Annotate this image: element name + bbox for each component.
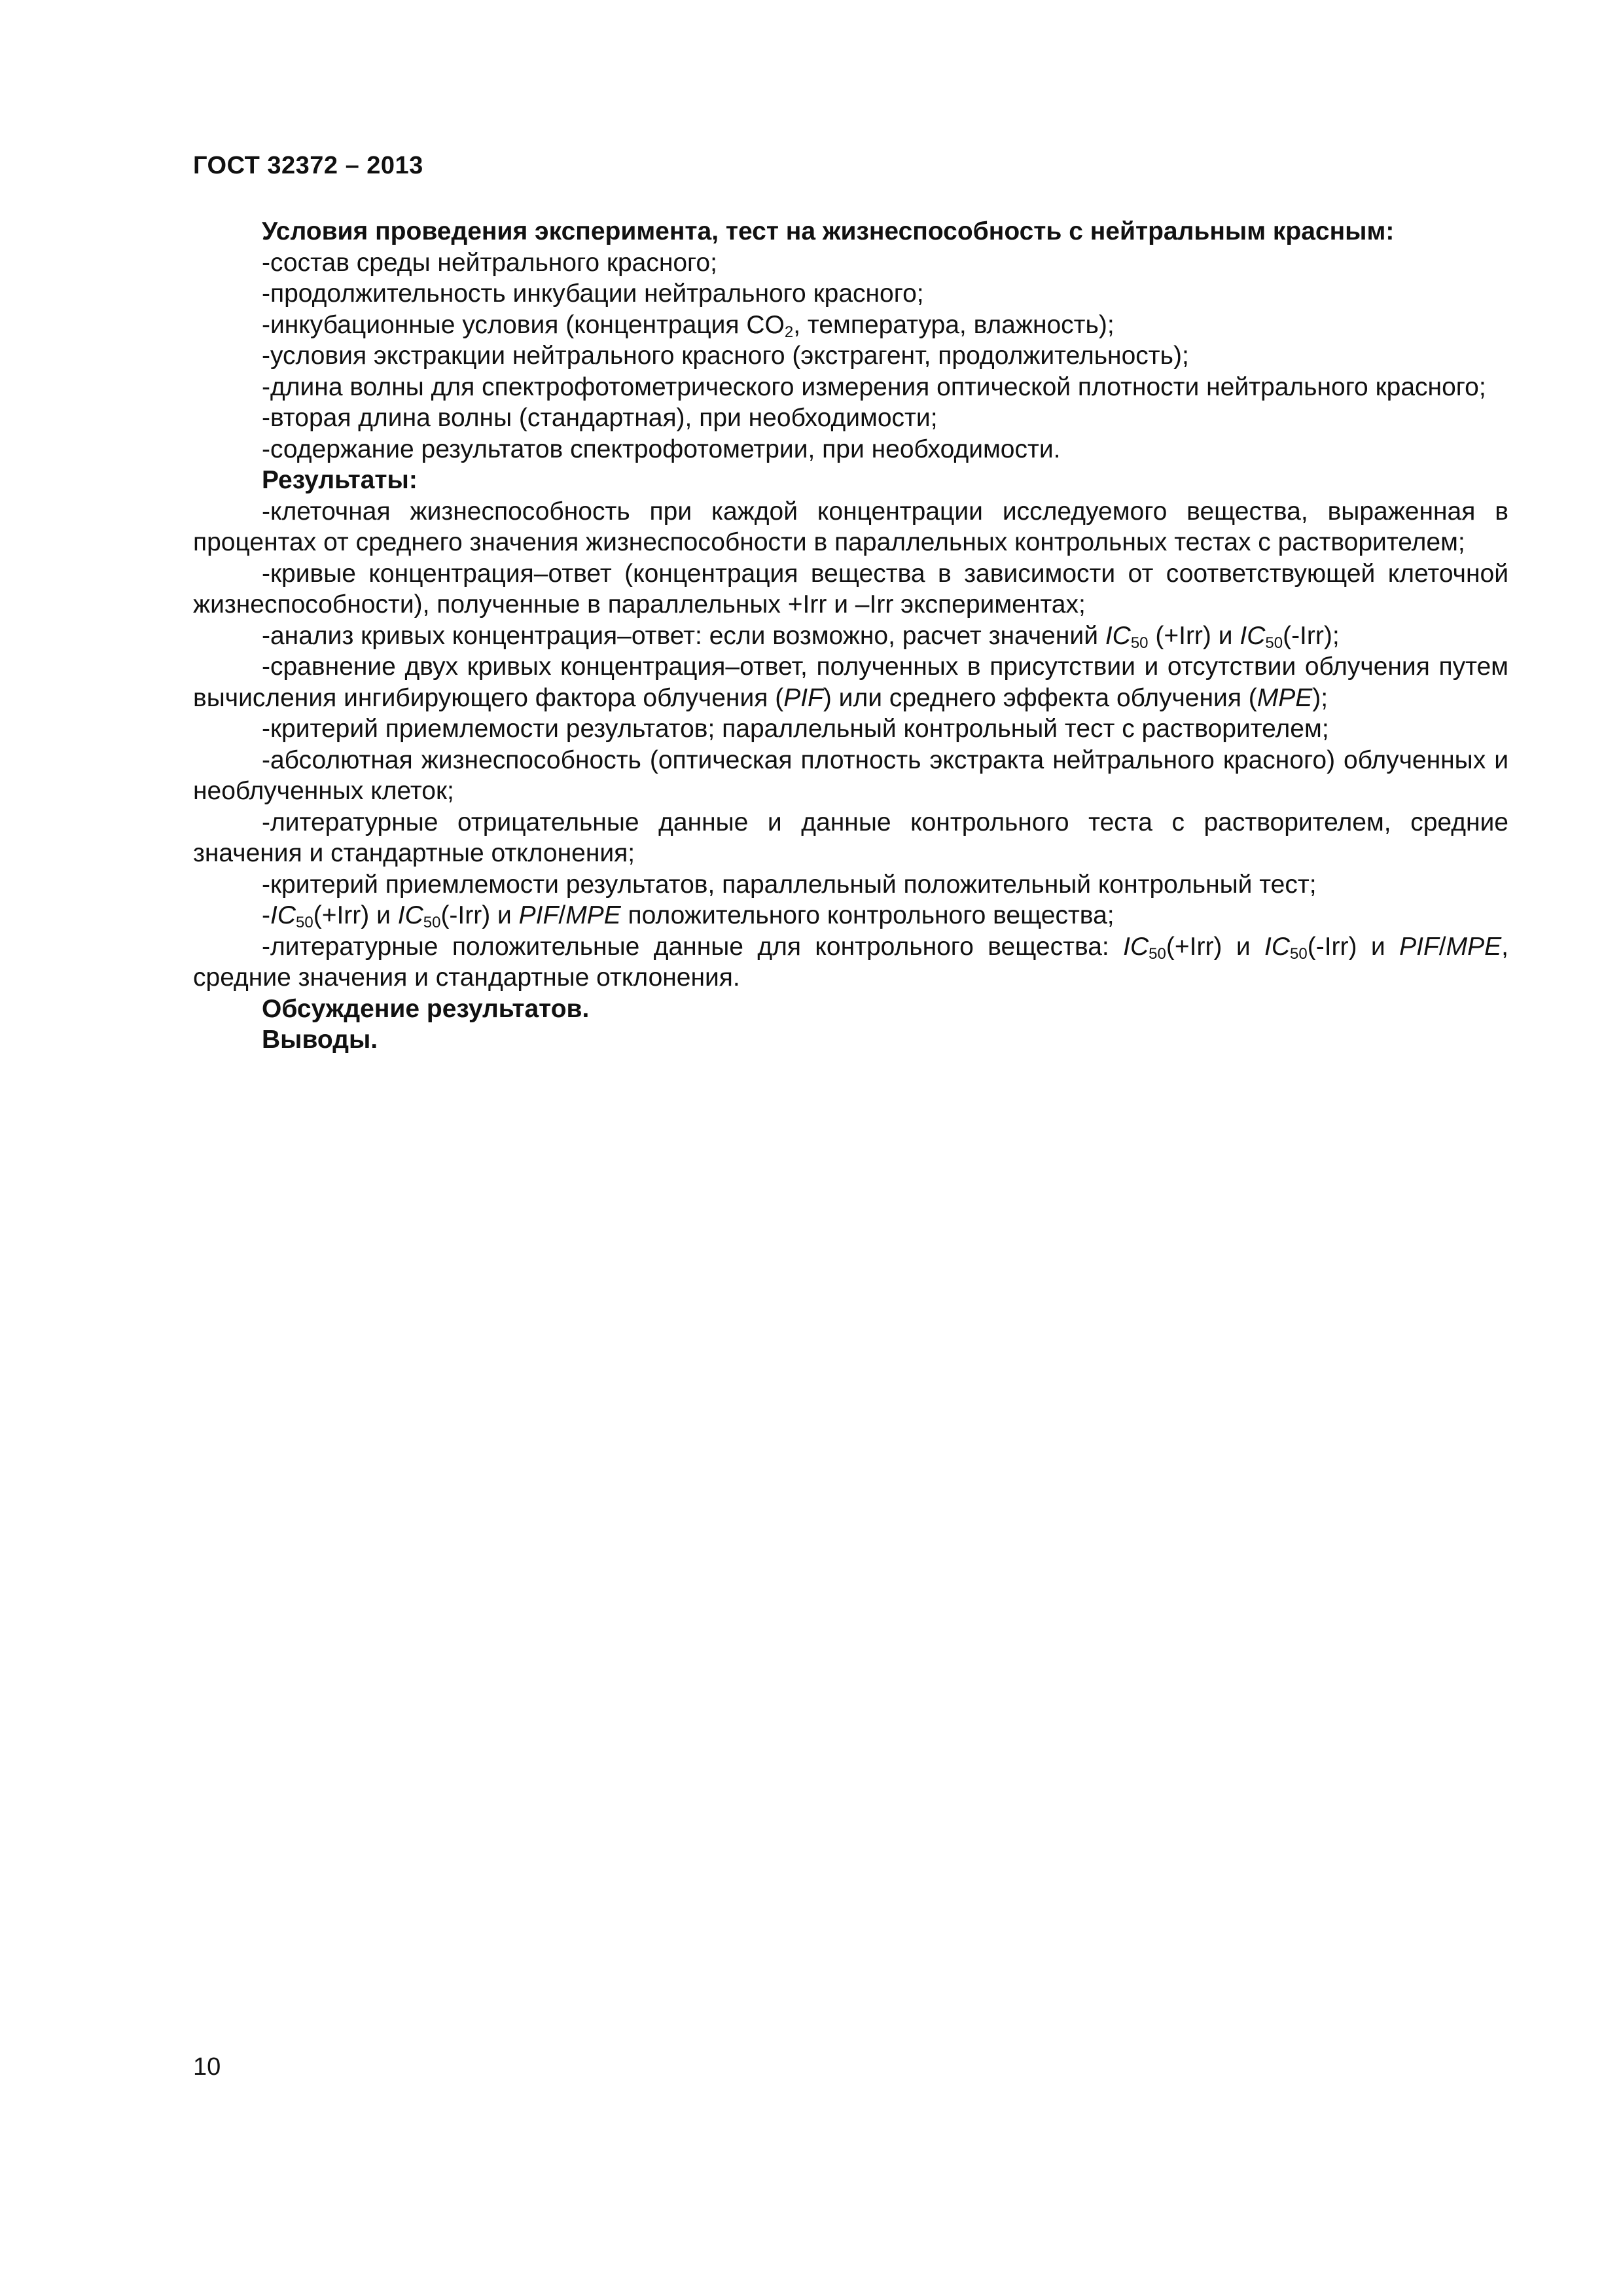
analysis-text: -анализ кривых концентрация–ответ: если возможно, расчет значений [262,621,1105,650]
conditions-heading: Условия проведения эксперимента, тест на жизнеспособность с нейтральным красным: [262,217,1395,245]
plus-irr-text: (+Irr) и [1166,932,1265,961]
ic-subscript: 50 [1290,944,1308,963]
ic-subscript: 50 [1149,944,1166,963]
ic-label: IC [397,901,423,929]
pif-label: PIF [518,901,559,929]
result-item-positive-values [193,900,1508,931]
incubation-text: -инкубационные условия (концентрация CO [262,310,785,339]
ic-subscript: 50 [423,914,441,931]
condition-item: -длина волны для спектрофотометрического измерения оптической плотности нейтрального красного; [262,372,1486,401]
mpe-label: MPE [1257,683,1313,712]
result-item-literature-negative: -литературные отрицательные данные и данные контрольного теста с растворителем, средние значения и стандартные отклонения; [193,808,1508,867]
results-heading: Результаты: [262,466,418,494]
pif-label: PIF [1399,932,1439,961]
page-number: 10 [193,2053,221,2081]
result-item-absolute: -абсолютная жизнеспособность (оптическая плотность экстракта нейтрального красного) облученных и необлученных клеток; [193,745,1508,805]
pif-label: PIF [783,683,823,712]
slash: / [558,901,566,929]
mpe-label: MPE [565,901,621,929]
ic-label: IC [1264,932,1291,961]
ic-subscript: 50 [1265,634,1283,652]
discussion-heading: Обсуждение результатов. [262,994,590,1023]
plus-irr-text: (+Irr) и [1148,621,1240,650]
literature-positive-text: -литературные положительные данные для контрольного вещества: [262,932,1124,961]
result-item-viability: -клеточная жизнеспособность при каждой концентрации исследуемого вещества, выраженная в процентах от среднего значения жизнеспособности в параллельных контрольных тестах с растворителем; [193,497,1508,556]
positive-values-end: положительного контрольного вещества; [620,901,1115,929]
comparison-end: ); [1312,683,1329,712]
minus-irr-text: (-Irr); [1283,621,1340,650]
ic-label: IC [1123,932,1149,961]
ic-label: IC [270,901,296,929]
document-standard-header: ГОСТ 32372 – 2013 [193,152,423,179]
dash: - [262,901,270,929]
condition-item: -продолжительность инкубации нейтрального красного; [262,279,924,308]
result-item-analysis [193,620,1508,652]
literature-positive-end: , средние значения и стандартные отклонения. [193,932,1508,992]
result-item-acceptance-positive: -критерий приемлемости результатов, параллельный положительный контрольный тест; [262,870,1317,899]
result-item-comparison [193,651,1508,713]
condition-item: -содержание результатов спектрофотометрии, при необходимости. [262,435,1061,463]
condition-item: -состав среды нейтрального красного; [262,248,717,277]
minus-irr-text: (-Irr) и [440,901,519,929]
ic-label: IC [1105,621,1131,650]
comparison-text: -сравнение двух кривых концентрация–ответ, полученных в присутствии и отсутствии облучения путем вычисления ингибирующего фактора облучения ( [193,653,1508,712]
ic-subscript: 50 [1130,634,1149,652]
minus-irr-text: (-Irr) и [1307,932,1385,961]
conclusions-heading: Выводы. [262,1026,378,1054]
mpe-label: MPE [1446,932,1502,961]
co2-subscript: 2 [784,323,794,341]
ic-subscript: 50 [296,914,313,931]
condition-item: -вторая длина волны (стандартная), при необходимости; [262,404,938,432]
comparison-mid: ) или среднего эффекта облучения ( [823,683,1257,712]
result-item-acceptance: -критерий приемлемости результатов; параллельный контрольный тест с растворителем; [262,715,1329,743]
result-item-curves: -кривые концентрация–ответ (концентрация вещества в зависимости от соответствующей клеточной жизнеспособности), полученные в параллельных +Irr и –Irr экспериментах; [193,559,1508,619]
condition-item-incubation [193,310,1508,341]
incubation-text-end: , температура, влажность); [793,310,1115,339]
ic-label: IC [1240,621,1266,650]
slash: / [1438,932,1446,961]
document-body [193,216,1508,1056]
result-item-literature-positive [193,931,1508,994]
condition-item: -условия экстракции нейтрального красного (экстрагент, продолжительность); [262,342,1189,370]
plus-irr-text: (+Irr) и [313,901,398,929]
